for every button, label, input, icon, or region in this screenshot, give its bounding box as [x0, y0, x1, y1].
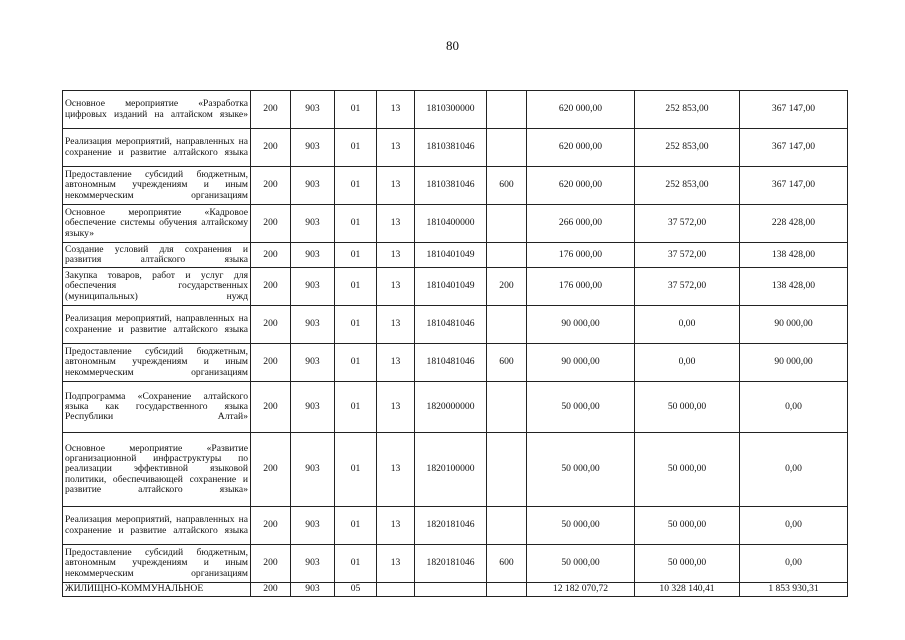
section-code: 01 — [335, 91, 377, 129]
amount-regional: 367 147,00 — [740, 167, 848, 205]
amount-regional: 0,00 — [740, 507, 848, 545]
expense-type-code — [487, 205, 527, 243]
table-row — [63, 91, 848, 129]
amount-federal: 37 572,00 — [635, 205, 740, 243]
admin-code: 200 — [251, 583, 291, 597]
chapter-code: 903 — [291, 344, 335, 382]
expense-type-code — [487, 243, 527, 268]
chapter-code: 903 — [291, 91, 335, 129]
admin-code: 200 — [251, 243, 291, 268]
amount-total: 620 000,00 — [527, 91, 635, 129]
amount-total: 50 000,00 — [527, 507, 635, 545]
amount-total: 50 000,00 — [527, 545, 635, 583]
admin-code: 200 — [251, 205, 291, 243]
budget-table — [62, 90, 848, 597]
amount-regional: 228 428,00 — [740, 205, 848, 243]
budget-table-body — [63, 91, 848, 597]
section-code: 01 — [335, 306, 377, 344]
chapter-code: 903 — [291, 583, 335, 597]
table-row — [63, 268, 848, 306]
chapter-code: 903 — [291, 433, 335, 507]
section-code: 01 — [335, 433, 377, 507]
target-article-code: 1810401049 — [415, 243, 487, 268]
subsection-code: 13 — [377, 545, 415, 583]
admin-code: 200 — [251, 268, 291, 306]
admin-code: 200 — [251, 91, 291, 129]
amount-total: 90 000,00 — [527, 306, 635, 344]
chapter-code: 903 — [291, 268, 335, 306]
row-name: Реализация мероприятий, направленных на сохранение и развитие алтайского языка — [63, 507, 251, 545]
table-row — [63, 167, 848, 205]
subsection-code — [377, 583, 415, 597]
subsection-code: 13 — [377, 344, 415, 382]
subsection-code: 13 — [377, 243, 415, 268]
amount-regional: 1 853 930,31 — [740, 583, 848, 597]
table-row — [63, 129, 848, 167]
chapter-code: 903 — [291, 243, 335, 268]
table-row — [63, 433, 848, 507]
amount-federal: 0,00 — [635, 306, 740, 344]
row-name: Предоставление субсидий бюджетным, автономным учреждениям и иным некоммерческим организациям — [63, 545, 251, 583]
row-name: Создание условий для сохранения и развития алтайского языка — [63, 243, 251, 268]
chapter-code: 903 — [291, 382, 335, 433]
chapter-code: 903 — [291, 507, 335, 545]
admin-code: 200 — [251, 382, 291, 433]
target-article-code: 1820100000 — [415, 433, 487, 507]
amount-regional: 367 147,00 — [740, 91, 848, 129]
amount-federal: 50 000,00 — [635, 433, 740, 507]
target-article-code: 1820181046 — [415, 545, 487, 583]
amount-regional: 367 147,00 — [740, 129, 848, 167]
table-row — [63, 382, 848, 433]
target-article-code: 1810401049 — [415, 268, 487, 306]
row-name: Предоставление субсидий бюджетным, автономным учреждениям и иным некоммерческим организациям — [63, 167, 251, 205]
subsection-code: 13 — [377, 382, 415, 433]
amount-regional: 90 000,00 — [740, 306, 848, 344]
section-code: 01 — [335, 205, 377, 243]
table-row — [63, 507, 848, 545]
expense-type-code — [487, 91, 527, 129]
subsection-code: 13 — [377, 306, 415, 344]
expense-type-code — [487, 306, 527, 344]
amount-total: 620 000,00 — [527, 129, 635, 167]
subsection-code: 13 — [377, 129, 415, 167]
amount-federal: 252 853,00 — [635, 167, 740, 205]
admin-code: 200 — [251, 545, 291, 583]
section-code: 01 — [335, 382, 377, 433]
target-article-code: 1810481046 — [415, 344, 487, 382]
expense-type-code: 600 — [487, 344, 527, 382]
row-name: Основное мероприятие «Разработка цифровых изданий на алтайском языке» — [63, 91, 251, 129]
target-article-code: 1810381046 — [415, 129, 487, 167]
section-code: 01 — [335, 243, 377, 268]
expense-type-code — [487, 433, 527, 507]
expense-type-code — [487, 129, 527, 167]
amount-regional: 0,00 — [740, 433, 848, 507]
amount-federal: 37 572,00 — [635, 268, 740, 306]
target-article-code: 1810400000 — [415, 205, 487, 243]
admin-code: 200 — [251, 507, 291, 545]
row-name: ЖИЛИЩНО-КОММУНАЛЬНОЕ — [63, 583, 251, 597]
row-name: Подпрограмма «Сохранение алтайского языка как государственного языка Республики Алтай» — [63, 382, 251, 433]
amount-regional: 138 428,00 — [740, 268, 848, 306]
section-code: 01 — [335, 344, 377, 382]
target-article-code: 1810481046 — [415, 306, 487, 344]
amount-federal: 252 853,00 — [635, 129, 740, 167]
amount-federal: 50 000,00 — [635, 507, 740, 545]
target-article-code: 1810300000 — [415, 91, 487, 129]
page-number: 80 — [446, 38, 459, 53]
row-name: Реализация мероприятий, направленных на сохранение и развитие алтайского языка — [63, 306, 251, 344]
admin-code: 200 — [251, 344, 291, 382]
expense-type-code — [487, 382, 527, 433]
section-code: 05 — [335, 583, 377, 597]
subsection-code: 13 — [377, 507, 415, 545]
table-row — [63, 306, 848, 344]
amount-federal: 50 000,00 — [635, 382, 740, 433]
amount-total: 620 000,00 — [527, 167, 635, 205]
amount-total: 50 000,00 — [527, 382, 635, 433]
table-row — [63, 583, 848, 597]
amount-total: 12 182 070,72 — [527, 583, 635, 597]
amount-total: 266 000,00 — [527, 205, 635, 243]
admin-code: 200 — [251, 306, 291, 344]
amount-total: 176 000,00 — [527, 268, 635, 306]
expense-type-code: 600 — [487, 545, 527, 583]
table-row — [63, 344, 848, 382]
section-code: 01 — [335, 507, 377, 545]
target-article-code: 1810381046 — [415, 167, 487, 205]
subsection-code: 13 — [377, 268, 415, 306]
row-name: Основное мероприятие «Развитие организационной инфраструктуры по реализации эффективной языковой политики, обеспечивающей сохранение и развитие алтайского языка» — [63, 433, 251, 507]
table-row — [63, 205, 848, 243]
amount-federal: 37 572,00 — [635, 243, 740, 268]
amount-regional: 90 000,00 — [740, 344, 848, 382]
row-name: Предоставление субсидий бюджетным, автономным учреждениям и иным некоммерческим организациям — [63, 344, 251, 382]
amount-regional: 138 428,00 — [740, 243, 848, 268]
subsection-code: 13 — [377, 167, 415, 205]
subsection-code: 13 — [377, 205, 415, 243]
row-name: Закупка товаров, работ и услуг для обеспечения государственных (муниципальных) нужд — [63, 268, 251, 306]
target-article-code: 1820000000 — [415, 382, 487, 433]
target-article-code — [415, 583, 487, 597]
chapter-code: 903 — [291, 306, 335, 344]
section-code: 01 — [335, 129, 377, 167]
expense-type-code — [487, 507, 527, 545]
admin-code: 200 — [251, 167, 291, 205]
admin-code: 200 — [251, 433, 291, 507]
admin-code: 200 — [251, 129, 291, 167]
section-code: 01 — [335, 268, 377, 306]
expense-type-code — [487, 583, 527, 597]
amount-total: 90 000,00 — [527, 344, 635, 382]
target-article-code: 1820181046 — [415, 507, 487, 545]
chapter-code: 903 — [291, 205, 335, 243]
section-code: 01 — [335, 167, 377, 205]
subsection-code: 13 — [377, 433, 415, 507]
amount-total: 176 000,00 — [527, 243, 635, 268]
amount-federal: 50 000,00 — [635, 545, 740, 583]
amount-regional: 0,00 — [740, 545, 848, 583]
row-name: Реализация мероприятий, направленных на сохранение и развитие алтайского языка — [63, 129, 251, 167]
table-row — [63, 545, 848, 583]
subsection-code: 13 — [377, 91, 415, 129]
chapter-code: 903 — [291, 545, 335, 583]
amount-regional: 0,00 — [740, 382, 848, 433]
amount-total: 50 000,00 — [527, 433, 635, 507]
amount-federal: 10 328 140,41 — [635, 583, 740, 597]
expense-type-code: 200 — [487, 268, 527, 306]
amount-federal: 252 853,00 — [635, 91, 740, 129]
expense-type-code: 600 — [487, 167, 527, 205]
section-code: 01 — [335, 545, 377, 583]
table-row — [63, 243, 848, 268]
chapter-code: 903 — [291, 129, 335, 167]
row-name: Основное мероприятие «Кадровое обеспечение системы обучения алтайскому языку» — [63, 205, 251, 243]
chapter-code: 903 — [291, 167, 335, 205]
amount-federal: 0,00 — [635, 344, 740, 382]
